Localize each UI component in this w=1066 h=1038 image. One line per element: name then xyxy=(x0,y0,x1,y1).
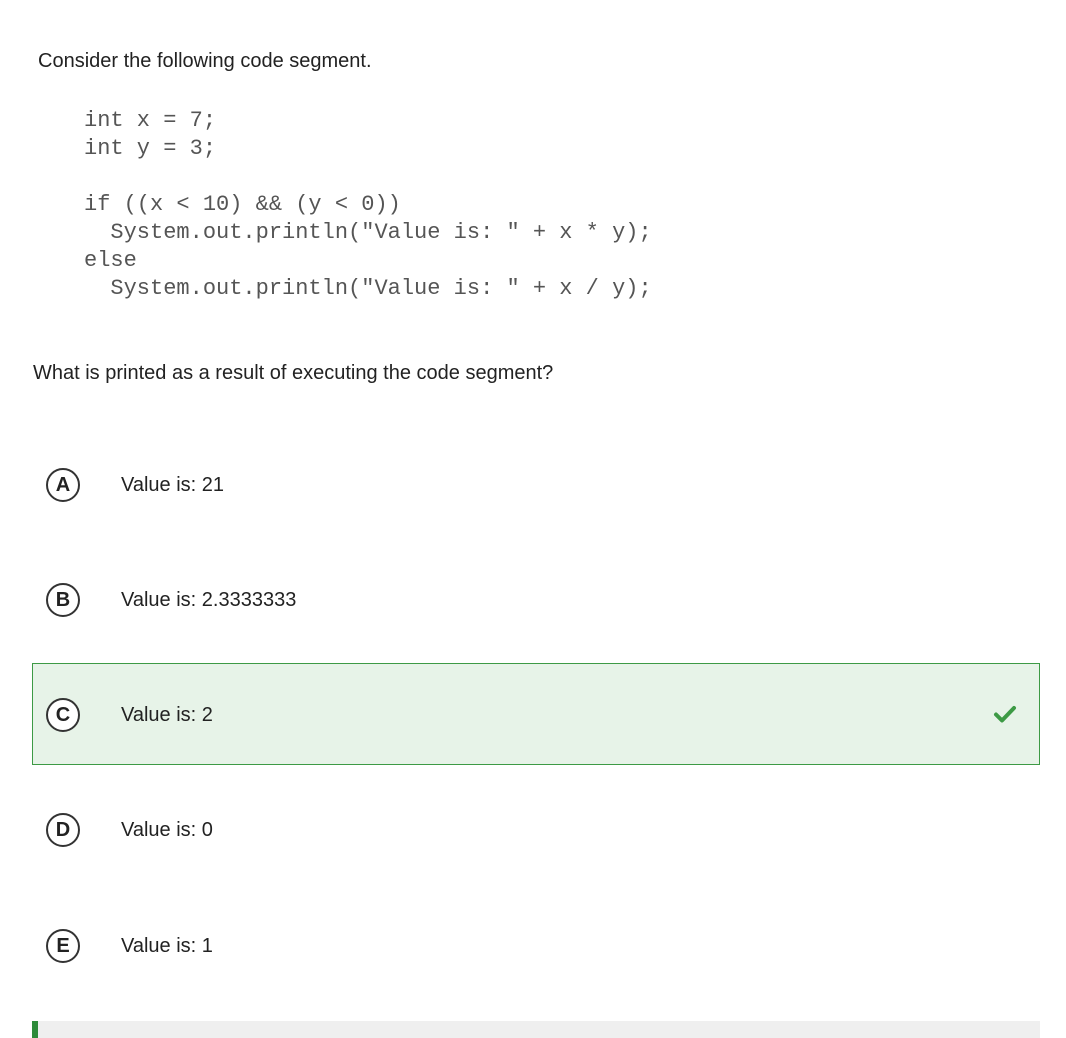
code-line: System.out.println("Value is: " + x / y); xyxy=(84,276,652,301)
code-line: else xyxy=(84,248,137,273)
code-line: int x = 7; xyxy=(84,108,217,133)
code-line: System.out.println("Value is: " + x * y); xyxy=(84,220,652,245)
question-intro: Consider the following code segment. xyxy=(38,50,372,72)
question-prompt: What is printed as a result of executing the code segment? xyxy=(33,362,554,384)
check-icon xyxy=(993,702,1017,726)
answer-choice-d[interactable] xyxy=(32,778,1040,880)
answer-choice-e[interactable] xyxy=(32,894,1040,996)
choice-letter-d: D xyxy=(46,813,80,847)
choice-letter-b: B xyxy=(46,583,80,617)
code-segment xyxy=(84,107,652,303)
choice-text-d: Value is: 0 xyxy=(121,819,213,841)
answer-choice-b[interactable] xyxy=(32,548,1040,650)
code-line: int y = 3; xyxy=(84,136,217,161)
choice-text-b: Value is: 2.3333333 xyxy=(121,589,297,611)
choice-letter-e: E xyxy=(46,929,80,963)
answer-choice-c[interactable] xyxy=(32,663,1040,765)
progress-bar-fill xyxy=(32,1021,38,1038)
code-line: if ((x < 10) && (y < 0)) xyxy=(84,192,401,217)
answer-choice-a[interactable] xyxy=(32,433,1040,535)
choice-letter-a: A xyxy=(46,468,80,502)
choice-text-a: Value is: 21 xyxy=(121,474,225,496)
progress-bar xyxy=(32,1021,1040,1038)
choice-letter-c: C xyxy=(46,698,80,732)
choice-text-e: Value is: 1 xyxy=(121,935,213,957)
choice-text-c: Value is: 2 xyxy=(121,704,213,726)
